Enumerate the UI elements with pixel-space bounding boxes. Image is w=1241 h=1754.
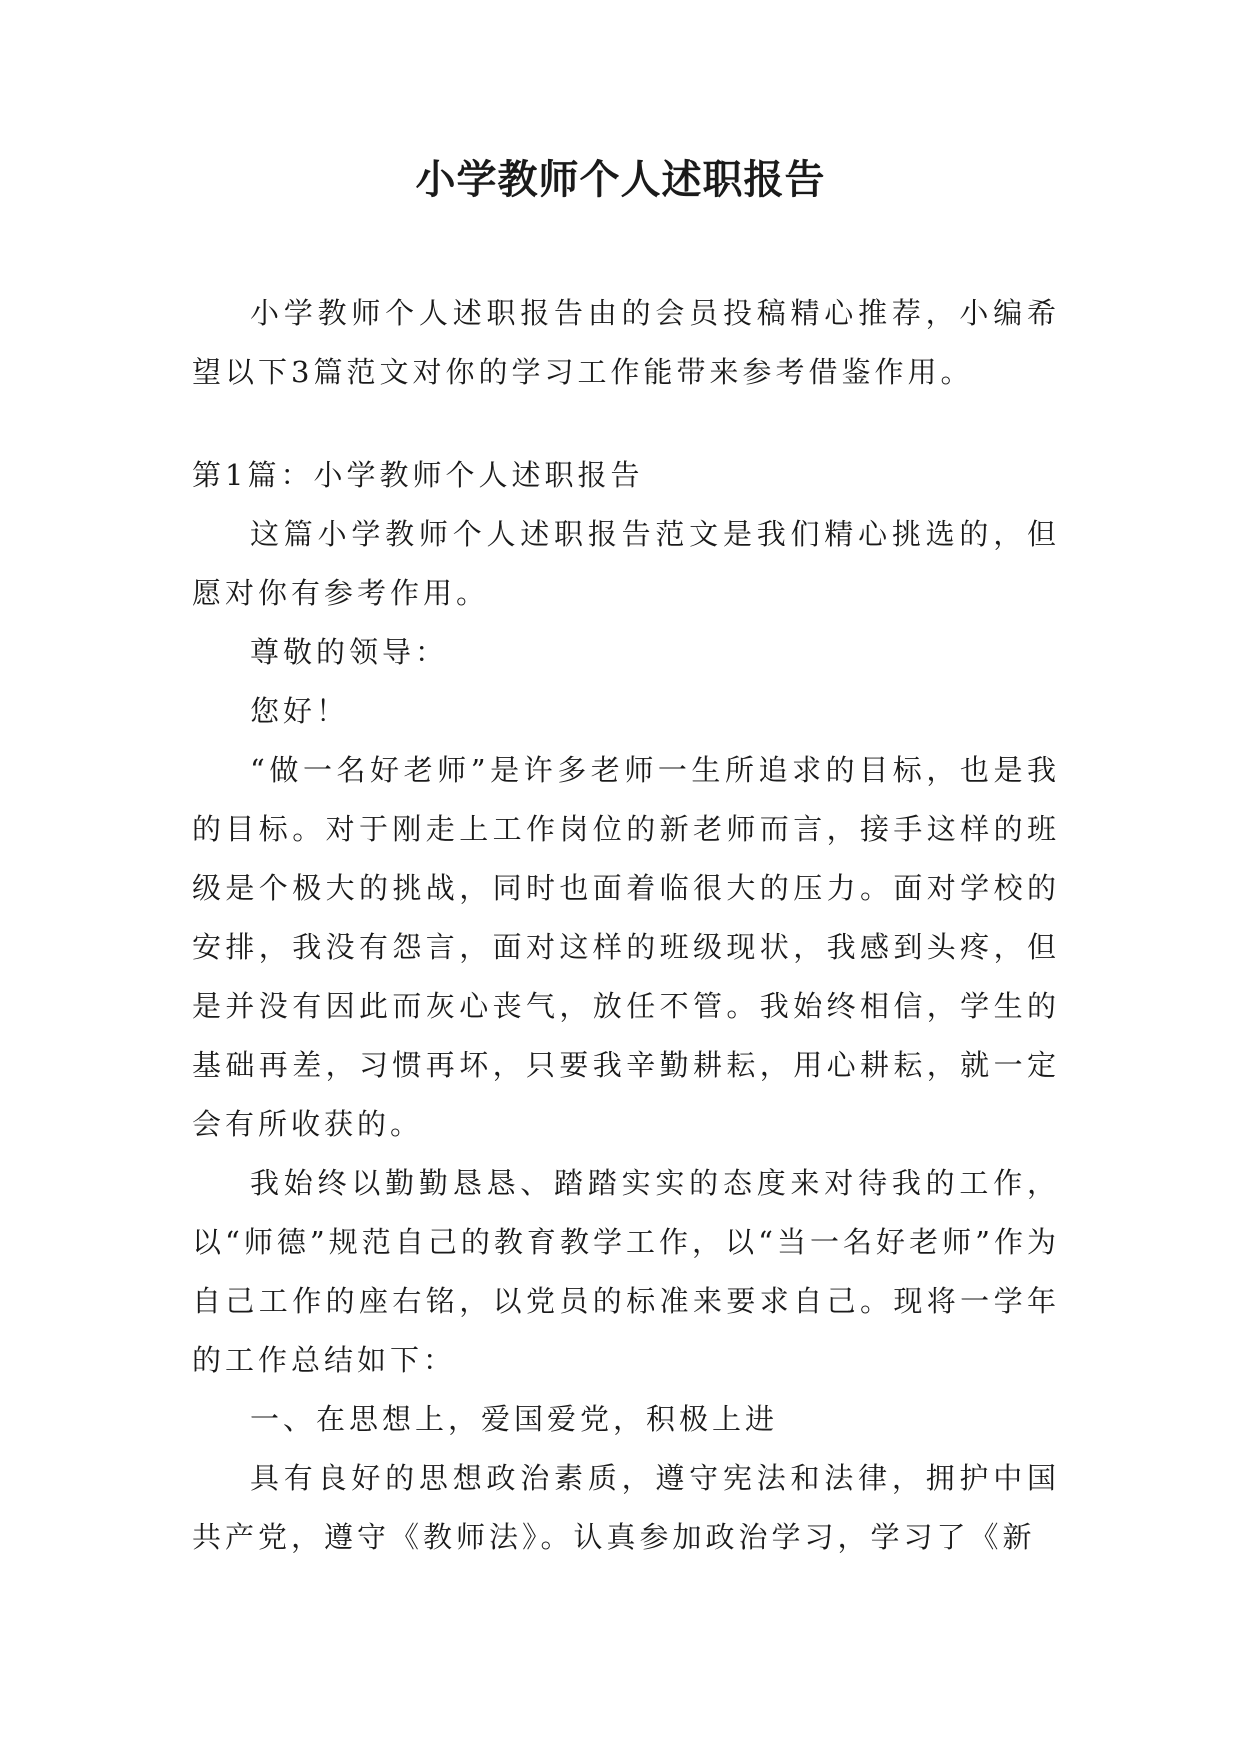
section-heading: 第1篇：小学教师个人述职报告 — [192, 458, 644, 492]
body-paragraph: “做一名好老师”是许多老师一生所追求的目标，也是我的目标。对于刚走上工作岗位的新老师而言，接手这样的班级是个极大的挑战，同时也面着临很大的压力。面对学校的安排，我没有怨言，面对这样的班级现状，我感到头疼，但是并没有因此而灰心丧气，放任不管。我始终相信，学生的基础再差，习惯再坏，只要我辛勤耕耘，用心耕耘，就一定会有所收获的。 — [192, 753, 1060, 1141]
document-title: 小学教师个人述职报告 — [415, 156, 826, 203]
greeting: 您好！ — [250, 694, 350, 728]
spacer — [192, 402, 1060, 446]
intro-paragraph: 小学教师个人述职报告由的会员投稿精心推荐，小编希望以下3篇范文对你的学习工作能带来参考借鉴作用。 — [192, 296, 1060, 389]
document-body — [192, 284, 1060, 1567]
body-paragraph: 这篇小学教师个人述职报告范文是我们精心挑选的，但愿对你有参考作用。 — [192, 517, 1060, 610]
body-paragraph: 具有良好的思想政治素质，遵守宪法和法律，拥护中国共产党，遵守《教师法》。认真参加政治学习，学习了《新 — [192, 1461, 1060, 1554]
salutation: 尊敬的领导： — [250, 635, 449, 669]
body-paragraph: 我始终以勤勤恳恳、踏踏实实的态度来对待我的工作，以“师德”规范自己的教育教学工作，以“当一名好老师”作为自己工作的座右铭，以党员的标准来要求自己。现将一学年的工作总结如下： — [192, 1166, 1060, 1377]
subsection-heading: 一、在思想上，爱国爱党，积极上进 — [250, 1402, 779, 1436]
